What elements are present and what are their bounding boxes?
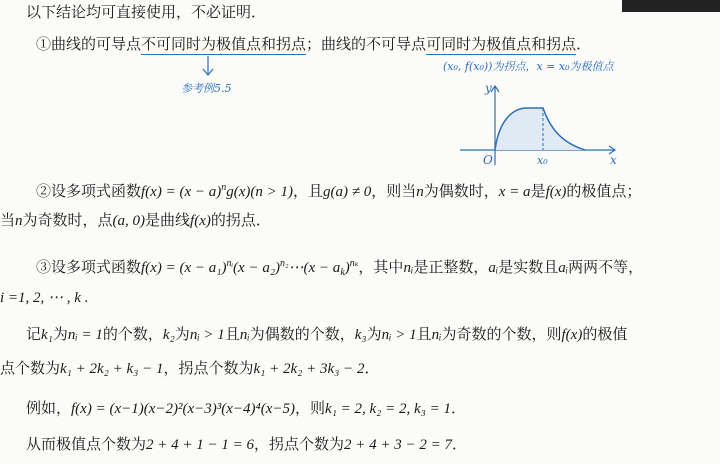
para-4-line-2: 点个数为k₁ + 2k₂ + k₃ − 1，拐点个数为k₁ + 2k₂ + 3k₃ − 2． [0,359,380,377]
para-4-line-1: 记k₁为nᵢ = 1的个数，k₂为nᵢ > 1且nᵢ为偶数的个数，k₃为nᵢ > 1且nᵢ为奇数的个数，则f(x)的极值 [26,325,628,343]
item-2-line-2: 当n为奇数时，点(a, 0)是曲线f(x)的拐点． [0,211,271,229]
x-label: x [610,153,617,167]
underline-can-simultaneous: 可同时为极值点和拐点 [426,35,577,53]
origin-label: O [483,153,493,167]
underline-not-simultaneous: 不可同时为极值点和拐点 [141,35,307,53]
item-3-line-2: i =1, 2, ⋯ , k . [0,290,89,306]
graph-figure [455,80,625,170]
conclusion-line: 从而极值点个数为2 + 4 + 1 − 1 = 6，拐点个数为2 + 4 + 3 − 2 = 7． [26,435,468,453]
example-line: 例如，f(x) = (x−1)(x−2)²(x−3)³(x−4)⁴(x−5)，则k₁ = 2, k₂ = 2, k₃ = 1． [26,399,467,417]
corner-badge [622,0,720,12]
intro-text: 以下结论均可直接使用，不必证明． [26,3,267,21]
reference-note: 参考例5.5 [181,82,232,95]
y-label: y [485,81,492,95]
item-2-line-1: ②设多项式函数$f(x) = (x - a)^ng(x)(n > 1)$，且g(a) ≠ 0，则当n为偶数时，x = a是f(x)的极值点； [36,182,642,200]
x0-label: x₀ [537,154,548,167]
item-1: ①曲线的可导点不可同时为极值点和拐点；曲线的不可导点可同时为极值点和拐点． [36,35,592,53]
item-3-line-1: ③设多项式函数$f(x) = (x - a_1)^{nᵢ}(x$ − $a_2)^{n_2}\cdots(x - a_k)^{n_k}$，其中nᵢ是正整数，aᵢ是实数且aᵢ两两不等， [36,258,644,278]
down-arrow-icon [200,56,216,78]
graph-note: (x₀, f(x₀))为拐点，x = x₀为极值点 [443,60,614,73]
